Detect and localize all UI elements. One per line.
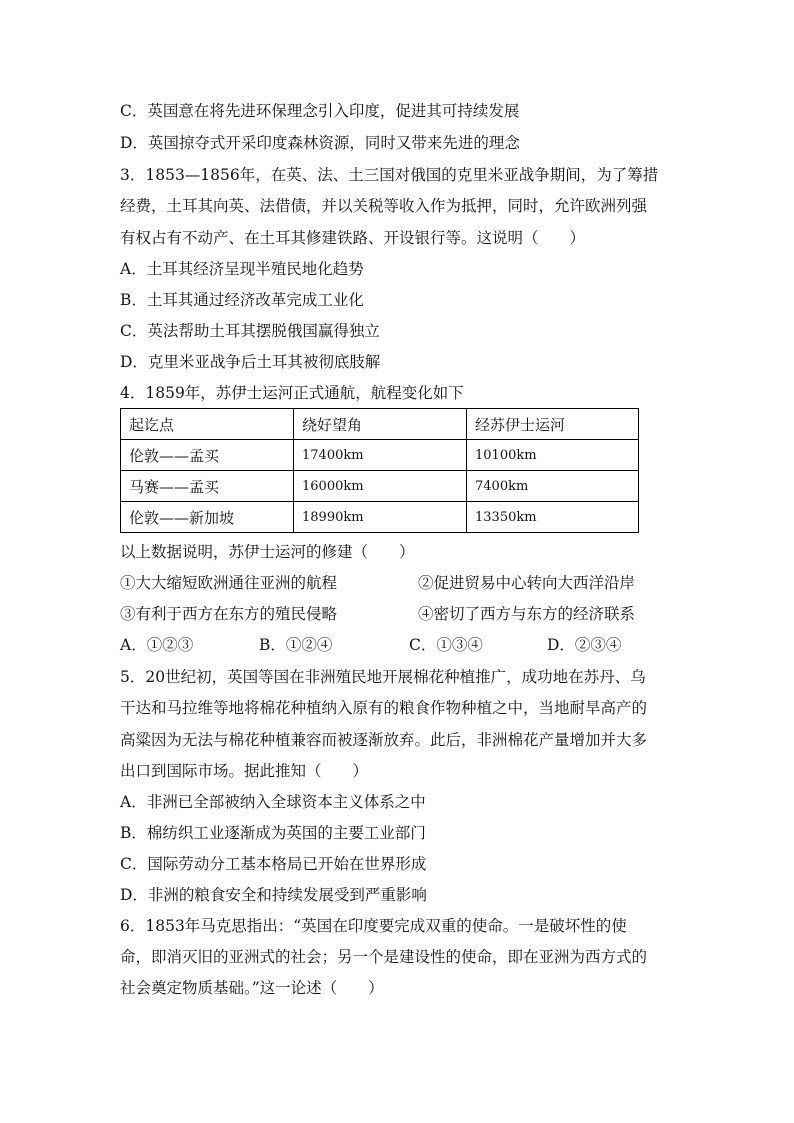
q2-option-c: C．英国意在将先进环保理念引入印度，促进其可持续发展	[120, 102, 520, 120]
q4-item: ④密切了西方与东方的经济联系	[418, 605, 636, 623]
q3-option-b: B．土耳其通过经济改革完成工业化	[120, 291, 364, 309]
q4-item: ①大大缩短欧洲通往亚洲的航程	[120, 574, 338, 592]
route-distance-table	[120, 408, 639, 533]
q4-item: ②促进贸易中心转向大西洋沿岸	[418, 574, 636, 592]
table-cell: 18990km	[294, 502, 467, 533]
table-header-row	[121, 409, 639, 440]
table-row	[121, 471, 639, 502]
table-header-cell: 经苏伊士运河	[467, 409, 639, 440]
q3-stem-line-1: 3．1853—1856年，在英、法、土三国对俄国的克里米亚战争期间，为了筹措	[120, 166, 659, 184]
q5-option-d: D．非洲的粮食安全和持续发展受到严重影响	[120, 886, 427, 904]
q4-stem-after: 以上数据说明，苏伊士运河的修建（ ）	[120, 543, 415, 561]
table-cell: 马赛——孟买	[121, 471, 294, 502]
q3-option-c: C．英法帮助土耳其摆脱俄国赢得独立	[120, 322, 380, 340]
q6-stem-line-1: 6．1853年马克思指出：“英国在印度要完成双重的使命。一是破坏性的使	[120, 917, 627, 935]
table-header-cell: 绕好望角	[294, 409, 467, 440]
q4-choice-c: C．①③④	[409, 636, 483, 654]
q5-stem-line-4: 出口到国际市场。据此推知（ ）	[120, 762, 369, 780]
q2-option-d: D．英国掠夺式开采印度森林资源，同时又带来先进的理念	[120, 134, 520, 152]
q3-stem-line-3: 有权占有不动产、在土耳其修建铁路、开设银行等。这说明（ ）	[120, 229, 586, 247]
q5-stem-line-1: 5．20世纪初，英国等国在非洲殖民地开展棉花种植推广，成功地在苏丹、乌	[120, 668, 646, 686]
q4-item: ③有利于西方在东方的殖民侵略	[120, 605, 338, 623]
q5-option-c: C．国际劳动分工基本格局已开始在世界形成	[120, 855, 427, 873]
q4-items-row-1	[120, 573, 636, 593]
table-cell: 伦敦——新加坡	[121, 502, 294, 533]
table-cell: 17400km	[294, 440, 467, 471]
table-header-cell: 起讫点	[121, 409, 294, 440]
table-cell: 13350km	[467, 502, 639, 533]
q3-option-a: A．土耳其经济呈现半殖民地化趋势	[120, 260, 364, 278]
table-cell: 伦敦——孟买	[121, 440, 294, 471]
q4-items-row-2	[120, 604, 636, 624]
q4-choice-b: B．①②④	[259, 636, 333, 654]
table-cell: 16000km	[294, 471, 467, 502]
q6-stem-line-3: 社会奠定物质基础。”这一论述（ ）	[120, 979, 384, 997]
table-cell: 7400km	[467, 471, 639, 502]
table-cell: 10100km	[467, 440, 639, 471]
table-row	[121, 502, 639, 533]
q5-option-a: A．非洲已全部被纳入全球资本主义体系之中	[120, 793, 426, 811]
q5-stem-line-3: 高粱因为无法与棉花种植兼容而被逐渐放弃。此后，非洲棉花产量增加并大多	[120, 731, 648, 749]
q4-stem: 4．1859年，苏伊士运河正式通航，航程变化如下	[120, 384, 464, 402]
q3-option-d: D．克里米亚战争后土耳其被彻底肢解	[120, 353, 381, 371]
q4-choice-a: A．①②③	[120, 636, 194, 654]
q4-choice-d: D．②③④	[547, 636, 622, 654]
q3-stem-line-2: 经费，土耳其向英、法借债，并以关税等收入作为抵押，同时，允许欧洲列强	[120, 197, 648, 215]
q6-stem-line-2: 命，即消灭旧的亚洲式的社会；另一个是建设性的使命，即在亚洲为西方式的	[120, 948, 648, 966]
table-row	[121, 440, 639, 471]
q5-option-b: B．棉纺织工业逐渐成为英国的主要工业部门	[120, 824, 426, 842]
q5-stem-line-2: 干达和马拉维等地将棉花种植纳入原有的粮食作物种植之中，当地耐旱高产的	[120, 699, 648, 717]
q4-choices	[120, 635, 640, 655]
